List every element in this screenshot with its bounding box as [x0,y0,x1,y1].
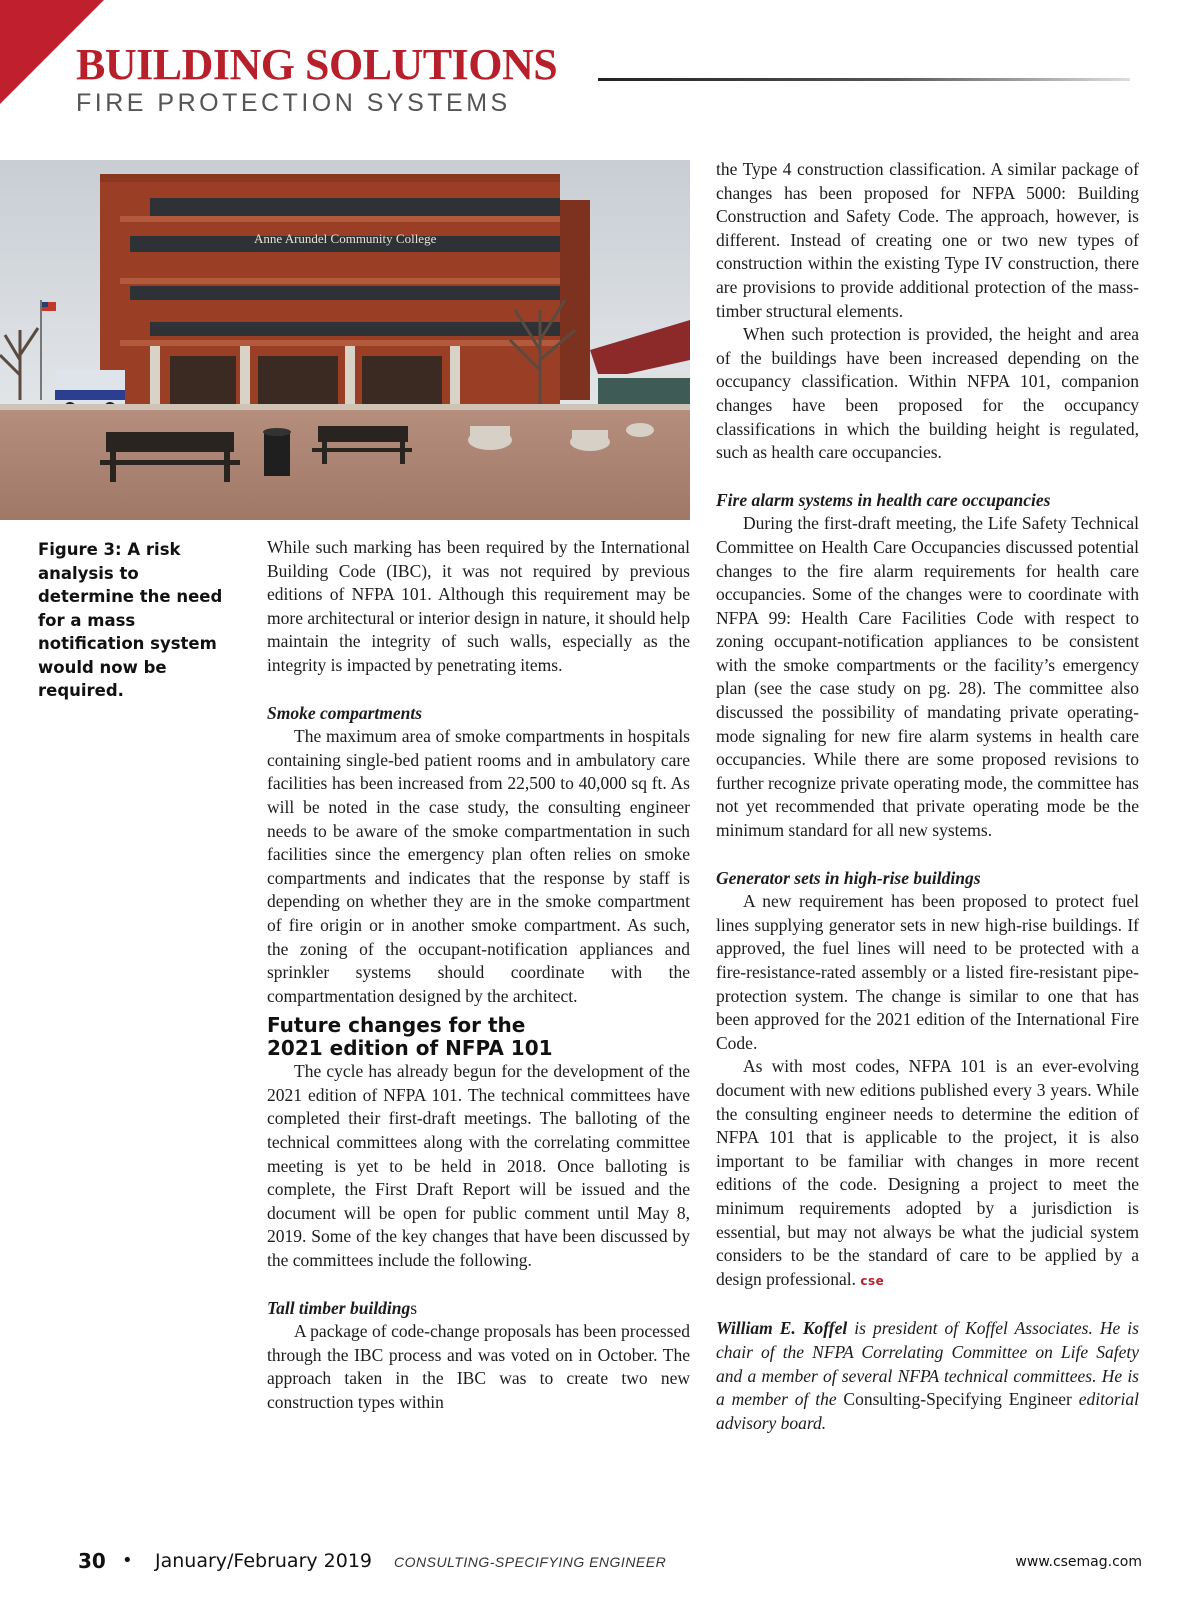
trash-can [263,428,291,476]
figure-caption: Figure 3: A risk analysis to determine the need for a mass notification system would now be required. [38,540,223,700]
subhead-fire-alarm: Fire alarm systems in health care occupancies [716,489,1051,510]
bio-text: is president of Koffel Associates. He is chair of the NFPA Correlating Committee on Life Safety and a member of several NFPA technical committees. He is a member of the [716,1318,1139,1410]
paragraph-text: As with most codes, NFPA 101 is an ever-evolving document with new editions published every 3 years. While the consulting engineer needs to determine the edition of NFPA 101 that is applicable to the project, it is also important to be familiar with changes in more recent editions of the code. Designing a project to meet the minimum requirements adopted by a jurisdiction is essential, but may not always be what the judicial system considers to be the standard of care to be applied by a design professional. [716,1056,1139,1289]
subhead-tail: s [410,1297,418,1318]
subhead-text: Tall timber building [267,1297,411,1318]
right-column [716,158,1139,1435]
building-sign: Anne Arundel Community College [254,231,437,246]
paragraph: While such marking has been required by the International Building Code (IBC), it was not required by previous editions of NFPA 101. Although this requirement may be more architectural or interior design in nature, it should help maintain the integrity of such walls, especially as the integrity is impacted by penetrating items. [267,537,690,675]
middle-column [267,536,690,1415]
paragraph: A new requirement has been proposed to protect fuel lines supplying generator sets in new high-rise buildings. If approved, the fuel lines will need to be protected with a fire-resistance-rated assembly or a listed fire-resistant pipe-protection system. The change is similar to one that has been approved for the 2021 edition of the International Fire Code. [716,891,1139,1053]
author-name: William E. Koffel [716,1318,848,1339]
bio-text: editorial advisory board. [716,1389,1139,1433]
building [100,174,590,408]
end-mark: cse [860,1273,885,1288]
paragraph: During the first-draft meeting, the Life Safety Technical Committee on Health Care Occupancies discussed potential changes to the fire alarm requirements for health care occupancies. Some of the changes were to coordinate with NFPA 99: Health Care Facilities Code with respect to zoning occupant-notification appliances to be consistent with the smoke compartments or the facility’s emergency plan (see the case study on pg. 28). The committee also discussed the possibility of mandating private operating-mode signaling for new fire alarm systems in health care occupancies. While there are some proposed revisions to further recognize private operating mode, the committee has not yet recommended that private operating mode be the minimum standard for all new systems. [716,513,1139,841]
paragraph: When such protection is provided, the height and area of the buildings have been increased depending on the occupancy classification. Within NFPA 101, companion changes have been proposed for the occupancy classifications in which the building height is regulated, such as health care occupancies. [716,324,1139,463]
section-subtitle: FIRE PROTECTION SYSTEMS [76,89,511,117]
heading-line: Future changes for the [267,1013,526,1038]
subhead-smoke-compartments: Smoke compartments [267,702,423,723]
subhead-tall-timber [267,1297,690,1321]
section-title: BUILDING SOLUTIONS [76,40,558,89]
footer-bullet: • [122,1550,133,1571]
page-footer [78,1548,1142,1578]
author-bio [716,1317,1139,1435]
paragraph: The maximum area of smoke compartments in hospitals containing single-bed patient rooms and in ambulatory care facilities has been increased from 22,500 to 40,000 sq ft. As will be noted in the case study, the consulting engineer needs to be aware of the smoke compartmentation in such facilities since the emergency plan often relies on smoke compartments and indicates that the response by staff is depending on whether they are in the smoke compartment of fire origin or in another smoke compartment. As such, the zoning of the occupant-notification appliances and sprinkler systems should coordinate with the compartmentation designed by the architect. [267,726,690,1006]
bio-magazine: Consulting-Specifying Engineer [843,1389,1072,1410]
building-photo [0,160,690,520]
website-url: www.csemag.com [1015,1554,1142,1570]
header-rule [598,78,1130,81]
paragraph: the Type 4 construction classification. A similar package of changes has been proposed for NFPA 5000: Building Construction and Safety Code. The approach, however, is different. Instead of creating one or two new types of construction within the existing Type IV construction, there are provisions to provide additional protection of the mass-timber structural elements. [716,159,1139,321]
heading-line: 2021 edition of NFPA 101 [267,1036,553,1061]
paragraph-final [716,1055,1139,1293]
section-heading-future-changes [267,1014,690,1060]
issue-date: January/February 2019 [155,1550,373,1572]
page-number: 30 [78,1549,106,1573]
paragraph: A package of code-change proposals has been processed through the IBC process and was voted on in October. The approach taken in the IBC was to create two new construction types within [267,1321,690,1412]
magazine-name: CONSULTING-SPECIFYING ENGINEER [394,1554,667,1570]
subhead-generator-sets: Generator sets in high-rise buildings [716,867,981,888]
paragraph: The cycle has already begun for the development of the 2021 edition of NFPA 101. The technical committees have completed their first-draft meetings. The balloting of the technical committees along with the correlating committee meeting is yet to be held in 2018. Once balloting is complete, the First Draft Report will be issued and the document will be open for public comment until May 8, 2019. Some of the key changes that have been discussed by the committees include the following. [267,1061,690,1271]
